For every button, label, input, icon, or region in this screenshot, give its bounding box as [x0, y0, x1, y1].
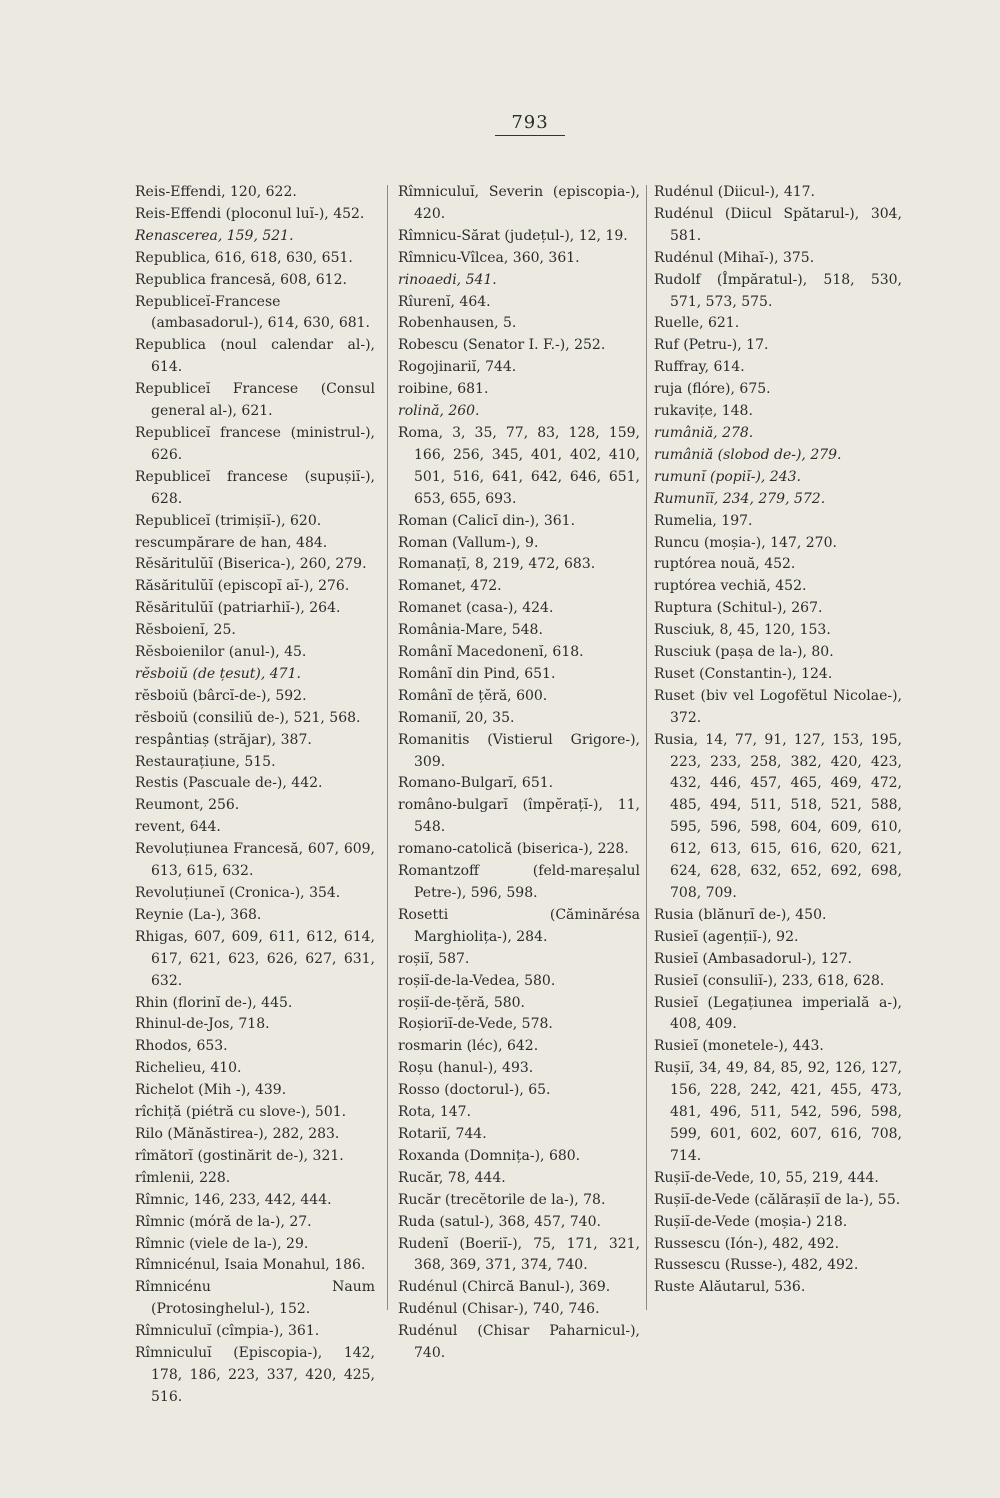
- index-entry: [135, 1234, 375, 1256]
- index-entry: [398, 401, 640, 423]
- index-entry: [135, 1014, 375, 1036]
- index-entry: [398, 1036, 640, 1058]
- index-entry: [135, 182, 375, 204]
- index-entry: [135, 708, 375, 730]
- index-entry: [654, 1277, 902, 1299]
- index-entry-text: Restaurațiune, 515.: [135, 753, 276, 770]
- index-entry-text: Rĕsăritulŭĭ (patriarhiĭ-), 264.: [135, 600, 341, 617]
- index-entry: [398, 1277, 640, 1299]
- index-entry-text: rolină, 260.: [398, 403, 480, 420]
- index-entry-text: Ruf (Petru-), 17.: [654, 337, 769, 354]
- index-entry: [398, 335, 640, 357]
- index-entry: [135, 1036, 375, 1058]
- index-entry-text: Roșioriĭ-de-Vede, 578.: [398, 1016, 553, 1033]
- index-entry: [398, 1080, 640, 1102]
- index-entry-text: Rudénul (Mihaĭ-), 375.: [654, 249, 815, 266]
- index-entry: [398, 1124, 640, 1146]
- index-entry-text: rumâniă (slobod de-), 279.: [654, 446, 842, 463]
- index-entry-text: rescumpărare de han, 484.: [135, 534, 328, 551]
- index-entry: [135, 686, 375, 708]
- index-entry-text: Rusieĭ (Legațiunea imperială a-), 408, 409.: [654, 994, 902, 1033]
- index-entry: [654, 401, 902, 423]
- index-entry: [398, 1014, 640, 1036]
- index-entry-text: Rusieĭ (consuliĭ-), 233, 618, 628.: [654, 972, 885, 989]
- index-entry: [398, 1102, 640, 1124]
- index-entry-text: Răsăritulŭĭ (episcopĭ aĭ-), 276.: [135, 578, 350, 595]
- index-entry: [135, 883, 375, 905]
- index-entry-text: ruja (flóre), 675.: [654, 381, 771, 398]
- index-entry: [135, 642, 375, 664]
- index-entry: [135, 1255, 375, 1277]
- index-entry: [398, 357, 640, 379]
- index-entry: [654, 1058, 902, 1168]
- index-entry-text: Reynie (La-), 368.: [135, 906, 262, 923]
- index-entry: [135, 1321, 375, 1343]
- index-entry-text: roșiĭ-de-țĕră, 580.: [398, 994, 525, 1011]
- index-entry-text: Rĕsăritulŭĭ (Biserica-), 260, 279.: [135, 556, 367, 573]
- index-column-1: [135, 182, 375, 1409]
- index-entry-text: Rusieĭ (monetele-), 443.: [654, 1038, 824, 1055]
- index-entry-text: Robenhausen, 5.: [398, 315, 517, 332]
- index-column-2: [398, 182, 640, 1365]
- index-entry-text: Ruptura (Schitul-), 267.: [654, 600, 823, 617]
- index-entry-text: ruptórea vechiă, 452.: [654, 578, 807, 595]
- index-entry-text: româno-bulgarĭ (împĕrațĭ-), 11, 548.: [398, 797, 640, 836]
- index-entry: [135, 1102, 375, 1124]
- index-entry-text: Restis (Pascuale de-), 442.: [135, 775, 323, 792]
- index-entry: [398, 1212, 640, 1234]
- index-entry-text: ruptórea nouă, 452.: [654, 556, 796, 573]
- index-entry: [135, 335, 375, 379]
- index-entry: [654, 445, 902, 467]
- index-entry: [654, 204, 902, 248]
- index-entry-text: roșiĭ, 587.: [398, 950, 470, 967]
- index-entry: [654, 533, 902, 555]
- index-entry: [654, 686, 902, 730]
- index-entry: [135, 554, 375, 576]
- index-entry: [398, 598, 640, 620]
- index-entry-text: Rudénul (Diicul Spătarul-), 304, 581.: [654, 205, 902, 244]
- index-entry: [135, 1190, 375, 1212]
- index-entry: [135, 795, 375, 817]
- index-entry: [654, 664, 902, 686]
- index-entry-text: Rucăr (trecĕtorile de la-), 78.: [398, 1191, 606, 1208]
- index-entry-text: Rîmniculuĭ (cîmpia-), 361.: [135, 1323, 320, 1340]
- index-entry: [654, 182, 902, 204]
- index-entry-text: Românĭ de țĕră, 600.: [398, 687, 548, 704]
- index-entry: [135, 1168, 375, 1190]
- index-entry-text: Rusciuk (pașa de la-), 80.: [654, 644, 834, 661]
- index-entry: [398, 730, 640, 774]
- index-entry-text: Romanet (casa-), 424.: [398, 600, 554, 617]
- index-entry-text: Roman (Calicĭ din-), 361.: [398, 512, 576, 529]
- index-entry-text: Reis-Effendi (ploconul luĭ-), 452.: [135, 205, 365, 222]
- index-entry: [654, 313, 902, 335]
- index-entry: [135, 752, 375, 774]
- index-entry-text: Rusia, 14, 77, 91, 127, 153, 195, 223, 233, 258, 382, 420, 423, 432, 446, 457, 465, 469, 472, 485, 494, 511, 518, 521, 588, 595, 596, 598, 604, 609, 610, 612, 613, 615, 616, 620, 621, 624, 628, 632, 652, 692, 698, 708, 709.: [654, 731, 902, 901]
- index-entry-text: Richelieu, 410.: [135, 1060, 242, 1077]
- index-entry: [135, 620, 375, 642]
- index-entry-text: Roșu (hanul-), 493.: [398, 1060, 534, 1077]
- index-entry-text: rĕsboiŭ (de țesut), 471.: [135, 665, 301, 682]
- index-entry: [398, 1299, 640, 1321]
- index-entry-text: Renascerea, 159, 521.: [135, 227, 294, 244]
- index-entry: [654, 1234, 902, 1256]
- index-entry-text: rinoaedi, 541.: [398, 271, 497, 288]
- index-entry: [135, 1277, 375, 1321]
- index-entry: [135, 576, 375, 598]
- index-entry-text: Ruset (Constantin-), 124.: [654, 665, 833, 682]
- index-entry-text: Rĕsboienilor (anul-), 45.: [135, 644, 307, 661]
- index-entry-text: Rhodos, 653.: [135, 1038, 228, 1055]
- index-entry-text: Rîmnicénul, Isaia Monahul, 186.: [135, 1257, 366, 1274]
- index-entry-text: Rusieĭ (Ambasadorul-), 127.: [654, 950, 852, 967]
- index-entry: [398, 620, 640, 642]
- index-entry-text: Romanațĭ, 8, 219, 472, 683.: [398, 556, 596, 573]
- index-entry-text: Rusieĭ (agențiĭ-), 92.: [654, 928, 799, 945]
- index-entry: [654, 467, 902, 489]
- index-entry: [654, 1036, 902, 1058]
- index-entry-text: Republiceĭ (trimișiĭ-), 620.: [135, 512, 322, 529]
- index-entry: [398, 949, 640, 971]
- index-entry-text: Rogojinariĭ, 744.: [398, 359, 517, 376]
- index-entry: [654, 1168, 902, 1190]
- index-entry: [135, 379, 375, 423]
- index-entry: [398, 971, 640, 993]
- index-entry: [135, 839, 375, 883]
- index-entry: [135, 927, 375, 993]
- index-entry-text: Rîmnic (móră de la-), 27.: [135, 1213, 312, 1230]
- index-entry: [135, 226, 375, 248]
- index-entry-text: Rîurenĭ, 464.: [398, 293, 491, 310]
- index-entry: [398, 795, 640, 839]
- index-entry-text: Rușiĭ-de-Vede (călărașiĭ de la-), 55.: [654, 1191, 901, 1208]
- index-entry-text: Republica (noul calendar al-), 614.: [135, 337, 375, 376]
- index-entry-text: Romanet, 472.: [398, 578, 502, 595]
- index-entry-text: România-Mare, 548.: [398, 622, 543, 639]
- index-entry: [654, 730, 902, 905]
- index-entry: [654, 927, 902, 949]
- index-entry: [398, 664, 640, 686]
- index-entry: [654, 379, 902, 401]
- index-entry-text: Rusciuk, 8, 45, 120, 153.: [654, 622, 831, 639]
- index-entry: [398, 511, 640, 533]
- index-entry-text: roșiĭ-de-la-Vedea, 580.: [398, 972, 556, 989]
- index-entry: [654, 554, 902, 576]
- index-entry: [135, 533, 375, 555]
- index-entry: [135, 905, 375, 927]
- index-entry-text: Roma, 3, 35, 77, 83, 128, 159, 166, 256, 345, 401, 402, 410, 501, 516, 641, 642, 646, 651, 653, 655, 693.: [398, 424, 640, 507]
- index-column-3: [654, 182, 902, 1299]
- index-entry: [398, 248, 640, 270]
- index-entry: [398, 292, 640, 314]
- index-entry-text: Rudénul (Chisar Paharnicul-), 740.: [398, 1323, 640, 1362]
- index-entry-text: Revoluțiuneĭ (Cronica-), 354.: [135, 885, 341, 901]
- index-entry: [398, 576, 640, 598]
- index-entry-text: Rușiĭ-de-Vede (moșia-) 218.: [654, 1213, 848, 1230]
- index-entry: [398, 1321, 640, 1365]
- index-entry: [135, 730, 375, 752]
- index-entry: [135, 1212, 375, 1234]
- index-entry: [654, 270, 902, 314]
- index-entry-text: Rudénul (Diicul-), 417.: [654, 184, 816, 200]
- index-entry-text: Rota, 147.: [398, 1104, 472, 1121]
- page-number-rule: [495, 135, 565, 136]
- index-entry: [398, 642, 640, 664]
- index-entry: [654, 1255, 902, 1277]
- index-entry: [654, 642, 902, 664]
- index-entry: [654, 357, 902, 379]
- index-entry: [398, 773, 640, 795]
- index-entry: [654, 489, 902, 511]
- index-entry-text: Rhinul-de-Jos, 718.: [135, 1016, 270, 1033]
- index-entry-text: Revoluțiunea Francesă, 607, 609, 613, 615, 632.: [135, 841, 375, 880]
- index-entry-text: Rhin (florinĭ de-), 445.: [135, 994, 293, 1011]
- index-entry: [654, 248, 902, 270]
- index-entry-text: Rîmnicu-Vîlcea, 360, 361.: [398, 249, 580, 266]
- index-entry: [135, 817, 375, 839]
- index-entry-text: Robescu (Senator I. F.-), 252.: [398, 337, 606, 354]
- index-entry: [398, 1234, 640, 1278]
- index-entry-text: Rilo (Mănăstirea-), 282, 283.: [135, 1125, 340, 1142]
- index-entry-text: Rîmnic, 146, 233, 442, 444.: [135, 1191, 332, 1208]
- index-entry-text: rumâniă, 278.: [654, 424, 754, 441]
- index-entry-text: Rușiĭ-de-Vede, 10, 55, 219, 444.: [654, 1169, 879, 1186]
- index-entry: [135, 773, 375, 795]
- index-entry: [654, 598, 902, 620]
- column-divider: [387, 185, 388, 1310]
- index-entry-text: Republiceĭ Francese (Consul general al-), 621.: [135, 381, 375, 420]
- index-entry: [135, 1146, 375, 1168]
- index-entry-text: Roman (Vallum-), 9.: [398, 534, 539, 551]
- index-entry: [398, 423, 640, 511]
- index-entry-text: romano-catolică (biserica-), 228.: [398, 841, 629, 858]
- index-entry-text: roibine, 681.: [398, 381, 489, 398]
- index-entry-text: Rosetti (Căminărésa Marghiolița-), 284.: [398, 906, 640, 945]
- index-entry-text: Reis-Effendi, 120, 622.: [135, 184, 297, 200]
- index-entry-text: Runcu (moșia-), 147, 270.: [654, 534, 837, 551]
- index-entry-text: respântiaș (străjar), 387.: [135, 731, 312, 748]
- index-entry: [654, 1212, 902, 1234]
- index-entry-text: Rușiĭ, 34, 49, 84, 85, 92, 126, 127, 156, 228, 242, 421, 455, 473, 481, 496, 511, 542, 596, 598, 599, 601, 602, 607, 616, 708, 714.: [654, 1060, 902, 1164]
- index-entry: [654, 423, 902, 445]
- index-entry-text: rosmarin (léc), 642.: [398, 1038, 539, 1055]
- index-entry: [398, 270, 640, 292]
- index-entry-text: Romaniĭ, 20, 35.: [398, 709, 515, 726]
- index-entry: [398, 708, 640, 730]
- index-entry: [135, 1124, 375, 1146]
- index-entry-text: rîmlenii, 228.: [135, 1169, 231, 1186]
- index-entry: [654, 905, 902, 927]
- index-entry-text: Rîmnic (viele de la-), 29.: [135, 1235, 309, 1252]
- index-entry-text: rĕsboiŭ (bârcĭ-de-), 592.: [135, 687, 307, 704]
- index-entry-text: rîmătorĭ (gostinărit de-), 321.: [135, 1147, 344, 1164]
- index-entry-text: Rudenĭ (Boeriĭ-), 75, 171, 321, 368, 369, 371, 374, 740.: [398, 1235, 640, 1274]
- index-entry-text: Romantzoff (feld-mareșalul Petre-), 596, 598.: [398, 863, 640, 901]
- index-entry: [654, 620, 902, 642]
- index-entry-text: Roxanda (Domnița-), 680.: [398, 1147, 581, 1164]
- index-entry-text: Russescu (Ión-), 482, 492.: [654, 1235, 840, 1252]
- index-entry-text: Rîmnicénu Naum (Protosinghelul-), 152.: [135, 1279, 375, 1318]
- index-entry-text: Românĭ din Pind, 651.: [398, 665, 556, 682]
- index-entry: [398, 1058, 640, 1080]
- index-entry: [654, 949, 902, 971]
- index-entry: [135, 511, 375, 533]
- index-entry-text: Rumunĭĭ, 234, 279, 572.: [654, 490, 826, 507]
- index-entry: [135, 292, 375, 336]
- index-entry: [654, 576, 902, 598]
- index-entry-text: Rucăr, 78, 444.: [398, 1169, 506, 1186]
- index-entry-text: Rudénul (Chircă Banul-), 369.: [398, 1279, 611, 1296]
- index-entry: [398, 554, 640, 576]
- index-entry: [654, 971, 902, 993]
- index-entry: [398, 839, 640, 861]
- index-entry: [398, 533, 640, 555]
- index-entry: [398, 182, 640, 226]
- index-entry: [654, 335, 902, 357]
- index-entry-text: Republiceĭ francese (ministrul-), 626.: [135, 424, 375, 463]
- index-entry-text: Ruset (biv vel Logofĕtul Nicolae-), 372.: [654, 687, 902, 726]
- index-entry: [398, 905, 640, 949]
- index-entry-text: Ruffray, 614.: [654, 359, 745, 376]
- index-entry-text: Republiceĭ-Francese (ambasadorul-), 614, 630, 681.: [135, 293, 371, 332]
- index-entry: [398, 861, 640, 905]
- index-entry: [398, 226, 640, 248]
- index-entry-text: Rîmnicu-Sărat (județul-), 12, 19.: [398, 227, 628, 244]
- index-entry: [135, 1080, 375, 1102]
- index-entry-text: Romanitis (Vistierul Grigore-), 309.: [398, 731, 640, 770]
- index-entry-text: Ruda (satul-), 368, 457, 740.: [398, 1213, 601, 1230]
- page-number: 793: [511, 112, 549, 133]
- index-entry-text: rumunĭ (popiĭ-), 243.: [654, 468, 801, 485]
- index-entry: [398, 1146, 640, 1168]
- index-entry-text: Rhigas, 607, 609, 611, 612, 614, 617, 621, 623, 626, 627, 631, 632.: [135, 928, 375, 989]
- index-entry: [135, 993, 375, 1015]
- index-entry: [135, 248, 375, 270]
- index-entry: [135, 1058, 375, 1080]
- index-entry-text: rîchiță (piétră cu slove-), 501.: [135, 1104, 347, 1121]
- index-entry-text: Rosso (doctorul-), 65.: [398, 1082, 551, 1099]
- column-divider: [646, 185, 647, 1310]
- index-entry-text: rĕsboiŭ (consiliŭ de-), 521, 568.: [135, 709, 361, 726]
- index-entry-text: Rumelia, 197.: [654, 512, 753, 529]
- index-entry-text: Rîmniculuĭ, Severin (episcopia-), 420.: [398, 184, 640, 222]
- index-entry-text: Rĕsboienĭ, 25.: [135, 622, 236, 639]
- index-entry: [135, 664, 375, 686]
- index-entry: [398, 1168, 640, 1190]
- index-entry-text: Russescu (Russe-), 482, 492.: [654, 1257, 859, 1274]
- index-entry-text: Ruelle, 621.: [654, 315, 740, 332]
- index-entry-text: revent, 644.: [135, 819, 221, 836]
- index-entry: [398, 686, 640, 708]
- index-entry: [135, 1343, 375, 1409]
- index-entry: [654, 1190, 902, 1212]
- index-entry: [135, 423, 375, 467]
- index-entry-text: Rîmniculuĭ (Episcopia-), 142, 178, 186, 223, 337, 420, 425, 516.: [135, 1345, 375, 1405]
- index-entry-text: Richelot (Mih -), 439.: [135, 1082, 287, 1099]
- index-entry-text: Republiceĭ francese (supușiĭ-), 628.: [135, 468, 375, 507]
- index-entry-text: rukavițe, 148.: [654, 403, 753, 420]
- index-entry: [654, 993, 902, 1037]
- index-entry: [135, 270, 375, 292]
- index-entry: [398, 313, 640, 335]
- index-entry-text: Ruste Alăutarul, 536.: [654, 1279, 806, 1296]
- index-entry: [135, 598, 375, 620]
- index-entry: [398, 1190, 640, 1212]
- index-entry-text: Românĭ Macedonenĭ, 618.: [398, 644, 584, 661]
- index-entry-text: Republica, 616, 618, 630, 651.: [135, 249, 353, 266]
- index-entry: [135, 204, 375, 226]
- index-entry-text: Romano-Bulgarĭ, 651.: [398, 775, 554, 792]
- index-entry: [654, 511, 902, 533]
- index-entry-text: Reumont, 256.: [135, 797, 240, 814]
- index-entry-text: Rudénul (Chisar-), 740, 746.: [398, 1301, 600, 1318]
- index-entry: [398, 993, 640, 1015]
- index-entry-text: Republica francesă, 608, 612.: [135, 271, 347, 288]
- index-entry-text: Rudolf (Împăratul-), 518, 530, 571, 573, 575.: [654, 271, 902, 310]
- index-entry: [398, 379, 640, 401]
- index-entry-text: Rotariĭ, 744.: [398, 1125, 487, 1142]
- index-entry: [135, 467, 375, 511]
- index-entry-text: Rusia (blănurĭ de-), 450.: [654, 906, 827, 923]
